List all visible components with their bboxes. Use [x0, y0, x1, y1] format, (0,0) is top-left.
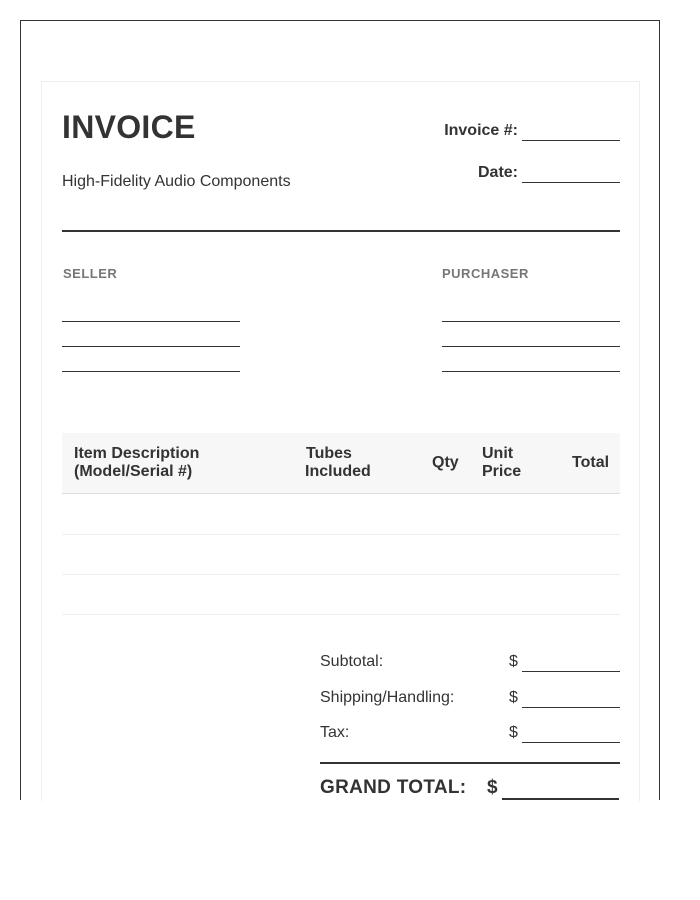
column-header-line: Item Description [74, 445, 200, 462]
shipping-label: Shipping/Handling: [320, 689, 455, 706]
subtotal-label: Subtotal: [320, 653, 384, 670]
seller-line-3[interactable] [62, 371, 240, 372]
purchaser-label: PURCHASER [442, 266, 529, 281]
currency-symbol: $ [509, 724, 518, 741]
tax-label: Tax: [320, 724, 350, 741]
seller-line-2[interactable] [62, 346, 240, 347]
column-header-line: Tubes [306, 445, 352, 462]
company-subtitle: High-Fidelity Audio Components [62, 173, 291, 190]
purchaser-line-1[interactable] [442, 321, 620, 322]
date-blank[interactable] [522, 164, 620, 183]
grand-total-label: GRAND TOTAL: [320, 777, 467, 798]
column-header-line: (Model/Serial #) [74, 463, 193, 480]
column-header-qty: Qty [432, 454, 459, 471]
invoice-number-label: Invoice #: [444, 122, 518, 139]
date-label: Date: [477, 164, 518, 181]
table-row[interactable] [62, 495, 620, 535]
currency-symbol: $ [509, 653, 518, 670]
grand-total-blank[interactable] [502, 776, 619, 800]
purchaser-line-3[interactable] [442, 371, 620, 372]
column-header-total: Total [572, 454, 610, 471]
grand-total-divider [320, 762, 620, 764]
currency-symbol: $ [509, 689, 518, 706]
column-header-line: Included [305, 463, 371, 480]
shipping-field[interactable] [509, 688, 620, 708]
table-row[interactable] [62, 575, 620, 615]
subtotal-field[interactable] [509, 652, 620, 672]
tax-field[interactable] [509, 723, 620, 743]
table-row[interactable] [62, 535, 620, 575]
date-field[interactable] [478, 163, 620, 183]
invoice-number-field[interactable] [444, 121, 620, 141]
shipping-blank[interactable] [522, 689, 620, 708]
subtotal-blank[interactable] [522, 653, 620, 672]
invoice-title: INVOICE [62, 109, 196, 145]
tax-blank[interactable] [522, 724, 620, 743]
items-table-header [62, 433, 620, 494]
purchaser-line-2[interactable] [442, 346, 620, 347]
column-header-line: Unit [482, 445, 514, 462]
grand-total-field[interactable] [487, 776, 619, 800]
currency-symbol: $ [487, 777, 498, 798]
column-header-tubes [305, 445, 371, 481]
column-header-unit-price [482, 445, 521, 481]
invoice-number-blank[interactable] [522, 122, 620, 141]
header-divider [62, 230, 620, 232]
column-header-description [74, 445, 199, 481]
seller-label: SELLER [63, 266, 118, 281]
column-header-line: Price [482, 463, 522, 480]
seller-line-1[interactable] [62, 321, 240, 322]
